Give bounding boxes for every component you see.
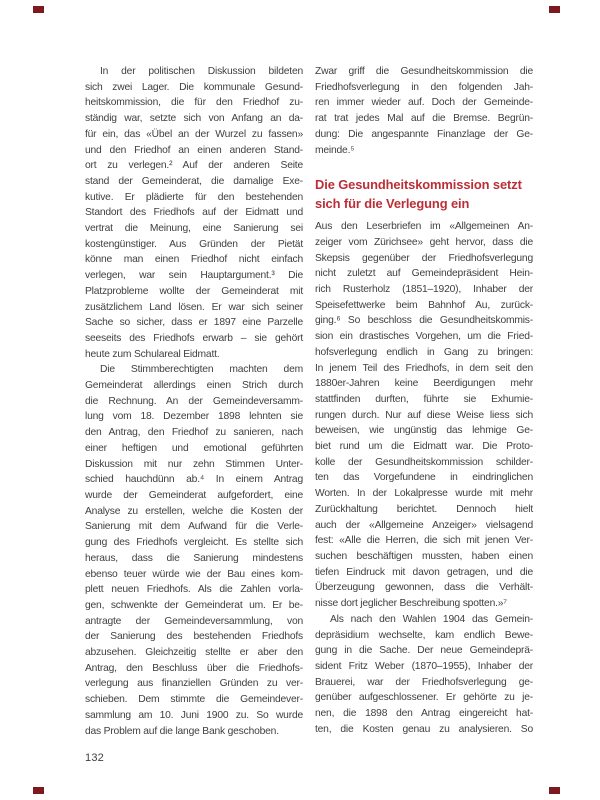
section-heading [315,175,533,213]
text-line: Sache so sicher, dass er 1897 eine Parzelle [85,317,303,329]
text-line: heraus, dass die Sanierung mindestens [85,552,303,564]
text-line: meinde.⁵ [315,144,355,156]
right-text-column [315,64,533,737]
text-line: nen, die 1898 den Antrag eingereicht hat- [315,708,533,720]
text-line: Platzprobleme wollte der Gemeinderat mit [85,285,303,297]
text-line: Speisefettwerke beim Bahnhof Au, zurück- [315,299,533,311]
text-line: Gemeinderat allerdings einen Strich durch [85,380,303,392]
text-line: gen, schwenkte der Gemeinderat um. Er be- [85,599,303,611]
text-line: gung in die Sache. Der neue Gemeindeprä- [315,645,533,657]
text-line: seeseits des Friedhofs erwarb – sie gehört [85,332,303,344]
text-line: In jenem Teil des Friedhofs, in dem seit den [315,362,533,374]
text-line: ten das Vorgefundene in eindringlichen [315,472,533,484]
text-line: dung: Die angespannte Finanzlage der Ge- [315,128,533,140]
text-line: Analyse zu erstellen, welche die Kosten der [85,505,303,517]
text-line: Als nach den Wahlen 1904 das Gemein- [330,613,533,625]
text-line: Worten. In der Lokalpresse wurde mit mehr [315,488,533,500]
text-line: Standort des Friedhofs auf der Eidmatt und [85,207,303,219]
text-line: Zwar griff die Gesundheitskommission die [315,66,533,77]
text-line: plett neuen Friedhofs. Als die Zahlen vorla- [85,584,303,596]
text-line: tiefen Eindruck mit davon getragen, und die [315,566,533,578]
text-line: auch der «Allgemeine Anzeiger» vielsagend [315,519,533,531]
crop-mark [33,787,44,794]
text-line: einer heftigen und emotional geführten [85,442,303,454]
text-line: könne man einen Friedhof nicht einfach [85,254,303,266]
text-line: gung des Friedhofs vergleicht. Es stellte sich [85,537,303,549]
text-line: Brauerei, war der Friedhofsverlegung ge- [315,676,533,688]
text-line: Friedhofsverlegung in den folgenden Jah- [315,81,533,93]
text-line: rungen durch. Nur auf diese Weise liess sich [315,409,533,421]
text-line: antragte der Gemeindeversammlung, von [85,615,303,627]
text-line: heute zum Schulareal Eidmatt. [85,348,220,360]
text-line: nisse dort jeglicher Beschreibung spotten.»⁷ [315,598,507,610]
text-line: suchen beschäftigen mussten, haben einen [315,550,533,562]
text-line: kutive. Er plädierte für den bestehenden [85,191,303,203]
text-line: Antrag, den Beschluss über die Friedhofs- [85,662,303,674]
text-line: ständig war, setzte sich von Anfang an da- [85,113,303,125]
text-line: verlegung aus finanziellen Gründen zu ver- [85,678,303,690]
text-line: fest: «Alle die Herren, die sich mit jenen Ver- [315,535,533,547]
crop-mark [33,6,44,13]
crop-mark [549,6,560,13]
text-line: für ein, das «Übel an der Wurzel zu fassen» [85,128,303,140]
text-line: lung vom 18. Dezember 1898 lehnten sie [85,411,303,423]
text-line: ort zu verlegen.² Auf der anderen Seite [85,160,303,172]
text-line: zeiger vom Zürichsee» geht hervor, dass die [315,236,533,248]
text-line: die Rechnung. An der Gemeindeversamm- [85,395,303,407]
crop-mark [549,787,560,794]
text-line: sident Fritz Weber (1870–1955), Inhaber der [315,660,533,672]
text-line: heitskommission, die für den Friedhof zu- [85,97,303,109]
text-line: biet rund um die Eidmatt war. Die Proto- [315,441,533,453]
text-line: vertrat die Meinung, eine Sanierung sei [85,223,303,235]
text-line: 1880er-Jahren keine Beerdigungen mehr [315,378,533,390]
section-heading-line: Die Gesundheitskommission setzt [315,177,522,193]
text-line: sich zwei Lager. Die kommunale Gesund- [85,81,303,93]
text-line: sammlung am 10. Juni 1900 zu. So wurde [85,709,303,721]
text-line: schieben. Dem stimmte die Gemeindever- [85,694,303,706]
text-line: zusätzlichem Land lösen. Er war sich seiner [85,301,303,313]
text-line: kostengünstiger. Aus Gründen der Pietät [85,238,303,250]
text-line: depräsidium wechselte, kam endlich Bewe- [315,629,533,641]
text-line: der Sanierung des bestehenden Friedhofs [85,631,303,643]
text-line: Sanierung mit dem Aufwand für die Verle- [85,521,303,533]
text-line: und den Friedhof an einen anderen Stand- [85,144,303,156]
section-heading-line: sich für die Verlegung ein [315,196,470,212]
text-line: Die Stimmberechtigten machten dem [100,364,303,376]
page-number: 132 [85,752,104,764]
text-line: rat trat jedes Mal auf die Bremse. Begrün- [315,113,533,125]
text-line: wurde der Gemeinderat aufgefordert, eine [85,489,303,501]
text-line: Diskussion mit nur zehn Stimmen Unter- [85,458,303,470]
text-line: stand der Gemeinderat, die damalige Exe- [85,175,303,187]
text-line: kolle der Gesundheitskommission schilder- [315,456,533,468]
text-line: nicht zuletzt auf Gemeindepräsident Hein- [315,268,533,280]
text-line: verlegen, war sein Hauptargument.³ Die [85,270,303,282]
text-line: In der politischen Diskussion bildeten [100,66,303,77]
text-line: abzusehen. Gleichzeitig stellte er aber den [85,647,303,659]
text-line: Überzeugung gewonnen, dass die Verhält- [315,582,533,594]
text-line: Skepsis gegenüber der Friedhofsverlegung [315,252,533,264]
text-line: den Antrag, den Friedhof zu sanieren, nach [85,427,303,439]
text-line: ten, die Kosten genau zu analysieren. So [315,723,533,735]
text-line: Aus den Leserbriefen im «Allgemeinen An- [315,221,533,233]
text-line: genüber aufgeschlossener. Er gehörte zu je- [315,692,533,704]
text-line: Zurückhaltung berichtet. Dennoch hielt [315,503,533,515]
text-line: ren immer wieder auf. Doch der Gemeinde- [315,97,533,109]
text-line: schied hauchdünn ab.⁴ In einem Antrag [85,474,303,486]
text-line: rich Rusterholz (1851–1920), Inhaber der [315,284,533,296]
text-line: hofsverlegung endlich in Gang zu bringen: [315,346,533,358]
text-line: das Problem auf die lange Bank geschoben. [85,725,279,737]
text-line: stattfinden durften, führte sie Exhumie- [315,393,533,405]
text-line: beweisen, wie ungünstig das lehmige Ge- [315,425,533,437]
text-line: ging.⁶ So beschloss die Gesundheitskommis- [315,315,533,327]
text-line: ebenso teuer würde wie der Bau eines kom- [85,568,303,580]
text-line: sion ein drastisches Vorgehen, um die Fried- [315,331,533,343]
left-text-column [85,64,303,739]
